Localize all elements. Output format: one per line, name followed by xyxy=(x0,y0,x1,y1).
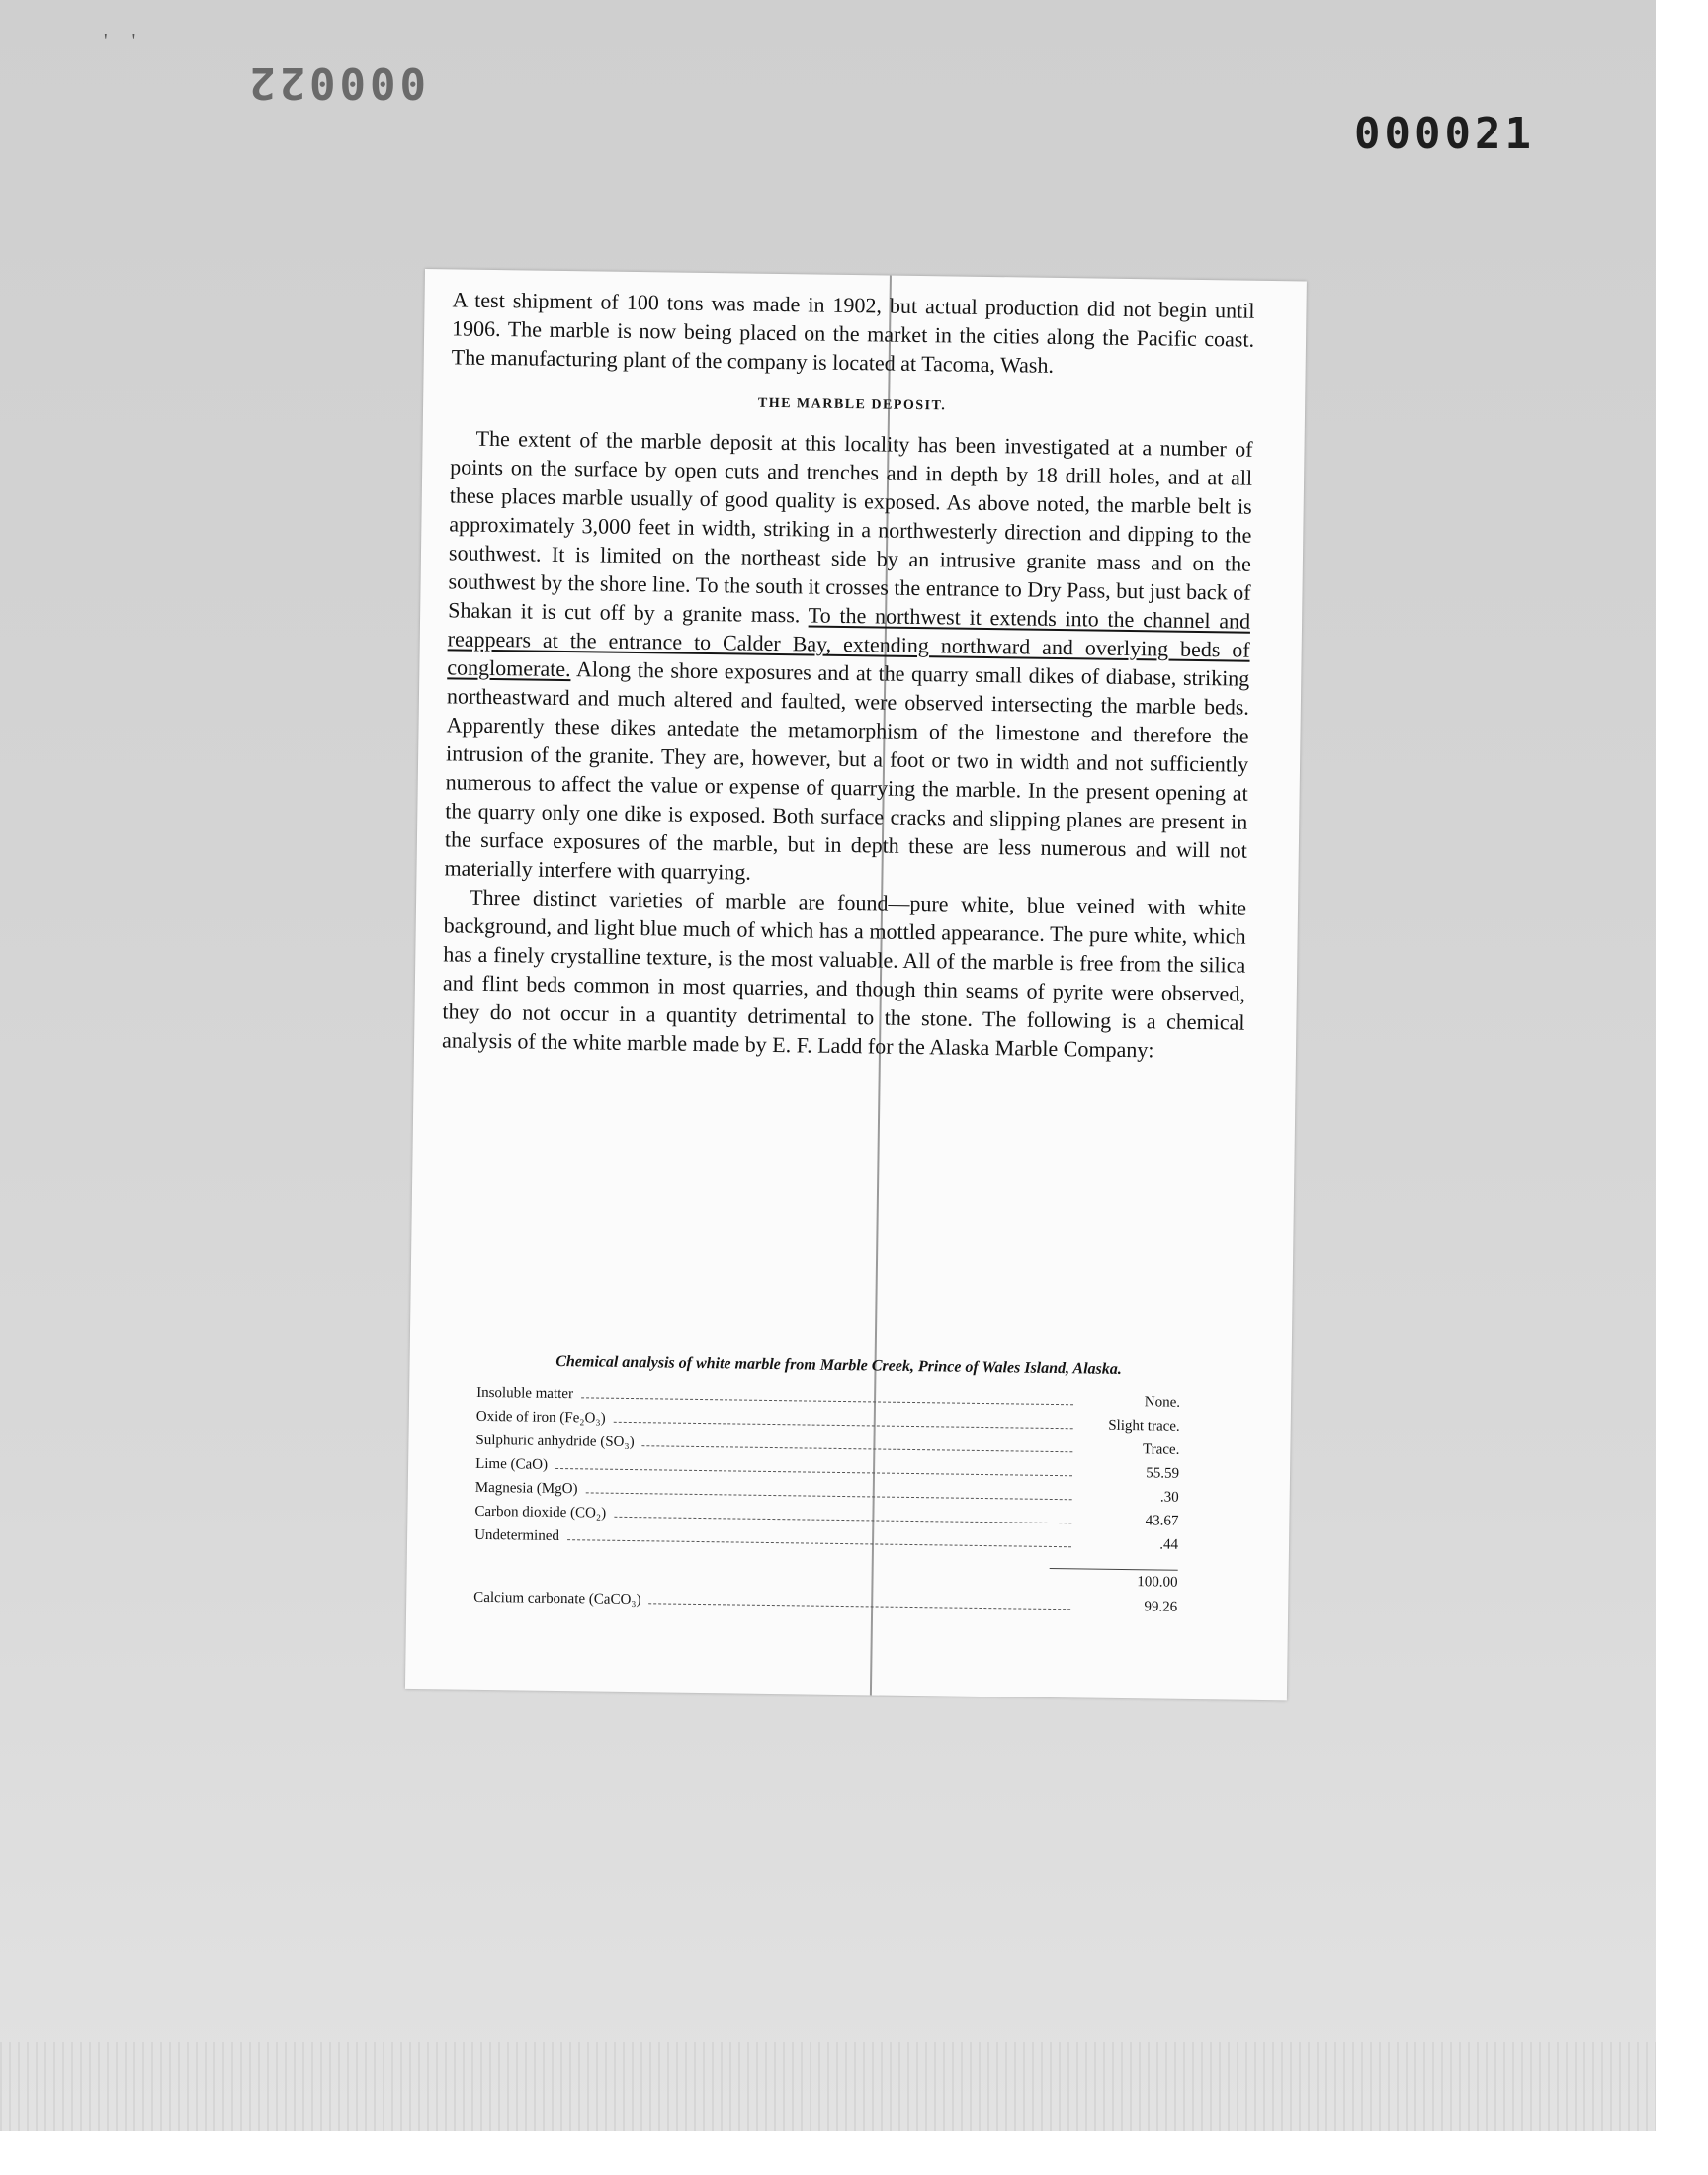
row-label: Insoluble matter xyxy=(476,1384,574,1403)
paragraph-text: The extent of the marble deposit at this locality has been investigated at a number of points on the surface by open cuts and trenches and in depth by 18 drill holes, and at all these places marble usually of good quality is exposed. As above noted, the marble belt is approximately 3,000 feet in width, striking in a northwesterly direction and dipping to the southwest. It is limited on the northeast side by an intrusive granite mass and on the southwest by the shore line. To the south it crosses the entrance to Dry Pass, but just back of Shakan it is cut off by a granite mass. xyxy=(448,425,1253,628)
leader-dots xyxy=(581,1385,1073,1405)
chemical-analysis-table xyxy=(434,1349,1240,1622)
paragraph-production: A test shipment of 100 tons was made in 1902, but actual production did not begin until 1906. The marble is now being placed on the market in the cities along the Pacific coast. The manufacturing plant of the company is located at Tacoma, Wash. xyxy=(451,287,1255,378)
mirrored-stamp-number: 000022 xyxy=(245,57,426,108)
row-label: Lime (CaO) xyxy=(475,1455,549,1473)
row-value: Trace. xyxy=(1142,1441,1180,1458)
scanner-streaks xyxy=(0,2042,1656,2131)
row-label: Sulphuric anhydride (SO₃) xyxy=(475,1432,635,1451)
table-caption: Chemical analysis of white marble from Marble Creek, Prince of Wales Island, Alaska. xyxy=(555,1352,1122,1378)
row-value: 55.59 xyxy=(1146,1465,1180,1482)
document-body xyxy=(442,285,1255,1065)
paragraph-varieties: Three distinct varieties of marble are found—pure white, blue veined with white background, and light blue much of which has a mottled appearance. The pure white, which has a finely crystalline texture, is the most valuable. All of the marble is free from the silica and flint beds common in most quarries, and though thin seams of pyrite were observed, they do not occur in a quantity detrimental to the stone. The following is a chemical analysis of the white marble made by E. F. Ladd for the Alaska Marble Company: xyxy=(441,884,1247,1063)
page-stamp-number: 000021 xyxy=(1354,109,1535,159)
row-label: Calcium carbonate (CaCO₃) xyxy=(473,1589,641,1609)
row-label: Magnesia (MgO) xyxy=(474,1479,578,1498)
paragraph-text: Along the shore exposures and at the quarry small dikes of diabase, striking northeastward and much altered and faulted, were observed intersecting the marble beds. Apparently these dikes antedate the metamorphism of the limestone and therefore the intrusion of the granite. They are, however, but a foot or two in width and not sufficiently numerous to affect the value or expense of quarrying the marble. In the present opening at the quarry only one dike is exposed. Both surface cracks and slipping planes are present in the surface exposures of the marble, but in depth these are less numerous and will not materially interfere with quarrying. xyxy=(444,656,1250,885)
row-value: .30 xyxy=(1159,1489,1179,1506)
row-value: 43.67 xyxy=(1145,1513,1179,1529)
row-label: Carbon dioxide (CO₂) xyxy=(474,1503,607,1522)
ghost-marks: ' ' xyxy=(104,30,146,51)
row-value: Slight trace. xyxy=(1108,1417,1180,1435)
section-heading: THE MARBLE DEPOSIT. xyxy=(757,395,947,414)
row-value: None. xyxy=(1144,1394,1181,1411)
row-label: Undetermined xyxy=(474,1526,560,1545)
total-value: 100.00 xyxy=(1137,1574,1178,1591)
row-value: .44 xyxy=(1159,1536,1179,1553)
row-label: Oxide of iron (Fe₂O₃) xyxy=(475,1408,606,1427)
row-value: 99.26 xyxy=(1144,1599,1178,1615)
paragraph-marble-deposit xyxy=(444,423,1252,893)
sum-rule xyxy=(1050,1568,1178,1571)
underlined-passage: To the northwest it extends into the channel and reappears at the entrance to Calder Bay, extending northward and overlying beds of conglomerate. xyxy=(447,602,1251,682)
document-sheet xyxy=(405,269,1307,1700)
